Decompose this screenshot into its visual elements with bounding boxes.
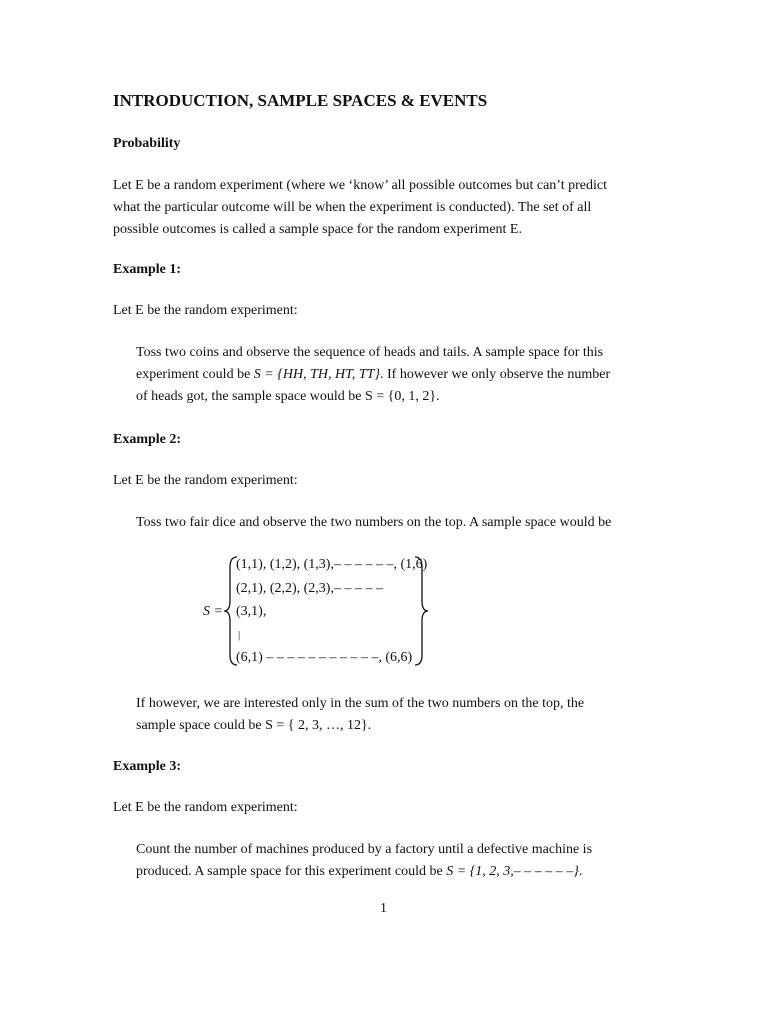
matrix-row-1: (1,1), (1,2), (1,3),– – – – – –, (1,6): [236, 557, 428, 572]
example-1-line-2-text-b: . If however we only observe the number: [380, 367, 611, 382]
right-brace: [410, 555, 430, 667]
example-3-line-1: Count the number of machines produced by a factory until a defective machine is: [136, 842, 593, 857]
example-1-line-2-text-a: experiment could be: [136, 367, 251, 382]
example-3-sample-space-formula: S = {1, 2, 3,– – – – – –}: [446, 864, 579, 879]
example-2-after-line-1: If however, we are interested only in the sum of the two numbers on the top, the: [136, 696, 585, 711]
example-2-line-1: Toss two fair dice and observe the two numbers on the top. A sample space would be: [136, 515, 612, 530]
example-1-line-1: Toss two coins and observe the sequence of heads and tails. A sample space for this: [136, 345, 604, 360]
matrix-row-2: (2,1), (2,2), (2,3),– – – – –: [236, 581, 383, 596]
example-2-after-line-2: sample space could be S = { 2, 3, …, 12}.: [136, 718, 372, 733]
example-3-line-2-text-a: produced. A sample space for this experiment could be: [136, 864, 443, 879]
example-3-body: [136, 839, 655, 883]
example-2-lhs: S =: [203, 604, 223, 619]
example-2-after: [136, 693, 655, 737]
page-number: 1: [380, 901, 387, 916]
intro-line-2: what the particular outcome will be when the experiment is conducted). The set of all: [113, 200, 592, 215]
example-2-heading: Example 2:: [113, 432, 182, 447]
matrix-row-3: (3,1),: [236, 604, 267, 619]
example-1-sample-space-formula: S = {HH, TH, HT, TT}: [253, 367, 380, 382]
example-3-heading: Example 3:: [113, 759, 182, 774]
example-3-line-2-text-b: .: [578, 864, 583, 879]
example-3-line-2: [136, 861, 655, 883]
example-2-lead: Let E be the random experiment:: [113, 473, 298, 488]
example-1-lead: Let E be the random experiment:: [113, 303, 298, 318]
page-title: INTRODUCTION, SAMPLE SPACES & EVENTS: [113, 91, 488, 110]
matrix-row-5: (6,1) – – – – – – – – – – –, (6,6): [236, 650, 413, 665]
example-1-line-2: [136, 364, 655, 386]
section-heading-probability: Probability: [113, 136, 181, 151]
intro-line-1: Let E be a random experiment (where we ‘know’ all possible outcomes but can’t predict: [113, 178, 607, 193]
intro-line-3: possible outcomes is called a sample space for the random experiment E.: [113, 222, 522, 237]
example-1-heading: Example 1:: [113, 262, 182, 277]
matrix-row-4: |: [238, 629, 241, 641]
example-1-body: [136, 342, 655, 408]
example-3-lead: Let E be the random experiment:: [113, 800, 298, 815]
example-1-line-3: of heads got, the sample space would be S = {0, 1, 2}.: [136, 389, 440, 404]
intro-paragraph: [113, 175, 655, 241]
